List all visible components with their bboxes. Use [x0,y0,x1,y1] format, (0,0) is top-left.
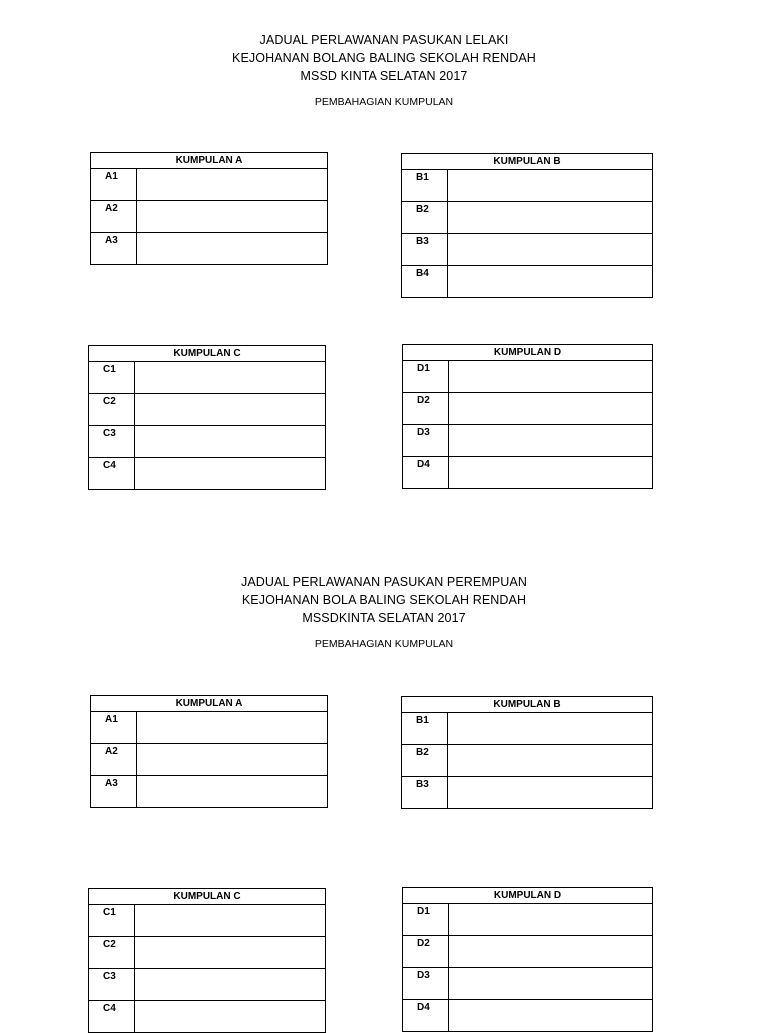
slot-code: D4 [403,1000,449,1032]
slot-code: B3 [402,234,448,266]
team-slot-row [89,969,326,1001]
group-table [402,344,653,489]
team-slot-row [402,777,653,809]
group-header: KUMPULAN C [89,889,326,905]
title-line-1: JADUAL PERLAWANAN PASUKAN PEREMPUAN [241,575,527,589]
slot-code: D2 [403,936,449,968]
team-slot-row [403,968,653,1000]
group-table [88,345,326,490]
slot-code: A2 [91,744,137,776]
team-name-cell [449,361,653,393]
team-slot-row [91,712,328,744]
team-slot-row [91,201,328,233]
slot-code: B4 [402,266,448,298]
slot-code: A2 [91,201,137,233]
team-slot-row [403,425,653,457]
team-slot-row [89,394,326,426]
team-slot-row [402,266,653,298]
title-line-2: KEJOHANAN BOLA BALING SEKOLAH RENDAH [241,593,527,607]
title-line-3: MSSD KINTA SELATAN 2017 [300,69,468,83]
group-table [401,696,653,809]
section-heading-girls [0,573,768,651]
title-line-3: MSSDKINTA SELATAN 2017 [302,611,466,625]
team-name-cell [448,266,653,298]
section-subtitle: PEMBAHAGIAN KUMPULAN [314,96,454,108]
slot-code: B2 [402,202,448,234]
slot-code: C3 [89,969,135,1001]
team-name-cell [449,457,653,489]
slot-code: D3 [403,425,449,457]
team-slot-row [89,937,326,969]
group-table [88,888,326,1033]
team-name-cell [135,362,326,394]
slot-code: C4 [89,458,135,490]
group-header: KUMPULAN A [91,696,328,712]
team-name-cell [135,937,326,969]
team-name-cell [449,393,653,425]
team-name-cell [135,905,326,937]
group-header: KUMPULAN D [403,888,653,904]
team-slot-row [89,458,326,490]
team-slot-row [402,745,653,777]
team-name-cell [135,1001,326,1033]
team-name-cell [137,776,328,808]
slot-code: D1 [403,904,449,936]
group-table [90,695,328,808]
team-name-cell [448,170,653,202]
team-slot-row [89,362,326,394]
team-slot-row [402,202,653,234]
slot-code: C2 [89,937,135,969]
team-name-cell [135,458,326,490]
group-header: KUMPULAN B [402,154,653,170]
section-heading-boys [0,31,768,109]
slot-code: A1 [91,169,137,201]
team-slot-row [403,393,653,425]
slot-code: D1 [403,361,449,393]
group-table [402,887,653,1032]
slot-code: C2 [89,394,135,426]
team-name-cell [448,713,653,745]
group-header: KUMPULAN D [403,345,653,361]
slot-code: A3 [91,776,137,808]
slot-code: A3 [91,233,137,265]
slot-code: C1 [89,905,135,937]
team-slot-row [402,170,653,202]
team-slot-row [89,905,326,937]
slot-code: C4 [89,1001,135,1033]
team-name-cell [449,936,653,968]
team-slot-row [402,234,653,266]
team-name-cell [137,169,328,201]
slot-code: C3 [89,426,135,458]
team-slot-row [89,1001,326,1033]
team-name-cell [137,201,328,233]
slot-code: C1 [89,362,135,394]
team-slot-row [402,713,653,745]
team-slot-row [91,776,328,808]
slot-code: B2 [402,745,448,777]
team-name-cell [135,394,326,426]
team-name-cell [137,744,328,776]
team-name-cell [137,233,328,265]
team-name-cell [137,712,328,744]
group-header: KUMPULAN B [402,697,653,713]
title-line-1: JADUAL PERLAWANAN PASUKAN LELAKI [259,33,509,47]
slot-code: D2 [403,393,449,425]
slot-code: D4 [403,457,449,489]
team-slot-row [89,426,326,458]
team-slot-row [91,169,328,201]
slot-code: A1 [91,712,137,744]
team-name-cell [448,202,653,234]
team-slot-row [403,1000,653,1032]
team-slot-row [403,904,653,936]
slot-code: D3 [403,968,449,1000]
slot-code: B1 [402,713,448,745]
slot-code: B3 [402,777,448,809]
team-name-cell [135,426,326,458]
team-name-cell [448,777,653,809]
team-name-cell [135,969,326,1001]
team-slot-row [403,936,653,968]
team-name-cell [449,904,653,936]
group-header: KUMPULAN A [91,153,328,169]
team-slot-row [403,457,653,489]
team-name-cell [449,1000,653,1032]
team-slot-row [91,233,328,265]
team-name-cell [448,234,653,266]
group-header: KUMPULAN C [89,346,326,362]
group-table [90,152,328,265]
group-table [401,153,653,298]
team-name-cell [448,745,653,777]
team-slot-row [403,361,653,393]
slot-code: B1 [402,170,448,202]
team-slot-row [91,744,328,776]
section-subtitle: PEMBAHAGIAN KUMPULAN [314,638,454,650]
title-line-2: KEJOHANAN BOLANG BALING SEKOLAH RENDAH [232,51,536,65]
team-name-cell [449,425,653,457]
team-name-cell [449,968,653,1000]
